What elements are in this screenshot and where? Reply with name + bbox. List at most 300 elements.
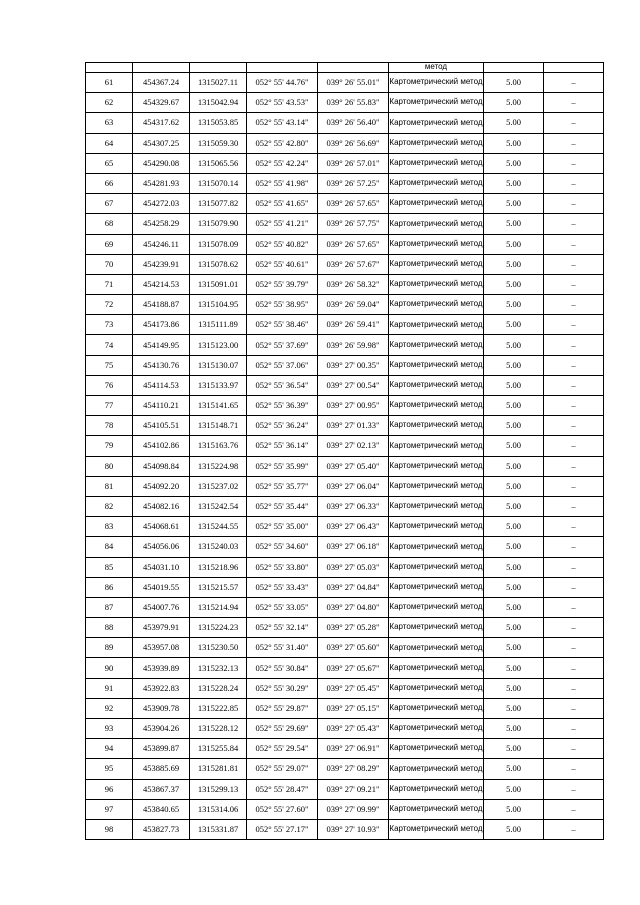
longitude-cell: 039° 27' 08.29" — [318, 759, 389, 779]
method-cell: Картометрический метод — [389, 254, 484, 274]
note-cell: – — [544, 194, 604, 214]
accuracy-cell: 5.00 — [484, 254, 544, 274]
method-cell: Картометрический метод — [389, 496, 484, 516]
table-row — [86, 537, 604, 557]
method-cell: Картометрический метод — [389, 396, 484, 416]
method-cell: Картометрический метод — [389, 597, 484, 617]
longitude-cell: 039° 27' 01.33" — [318, 416, 389, 436]
point-number-cell: 82 — [86, 496, 133, 516]
longitude-cell: 039° 26' 57.75" — [318, 214, 389, 234]
latitude-cell: 052° 55' 40.61" — [247, 254, 318, 274]
table-row — [86, 133, 604, 153]
longitude-cell: 039° 27' 05.15" — [318, 698, 389, 718]
longitude-cell: 039° 27' 05.03" — [318, 557, 389, 577]
y-coordinate-cell: 1315070.14 — [190, 173, 247, 193]
latitude-cell: 052° 55' 29.54" — [247, 739, 318, 759]
latitude-cell: 052° 55' 36.39" — [247, 396, 318, 416]
table-row — [86, 638, 604, 658]
y-coordinate-cell: 1315065.56 — [190, 153, 247, 173]
table-row — [86, 194, 604, 214]
note-cell: – — [544, 315, 604, 335]
header-cell-note — [544, 63, 604, 73]
y-coordinate-cell: 1315232.13 — [190, 658, 247, 678]
y-coordinate-cell: 1315123.00 — [190, 335, 247, 355]
table-row — [86, 779, 604, 799]
y-coordinate-cell: 1315230.50 — [190, 638, 247, 658]
point-number-cell: 71 — [86, 274, 133, 294]
note-cell: – — [544, 375, 604, 395]
point-number-cell: 64 — [86, 133, 133, 153]
longitude-cell: 039° 27' 05.28" — [318, 618, 389, 638]
longitude-cell: 039° 26' 56.40" — [318, 113, 389, 133]
accuracy-cell: 5.00 — [484, 577, 544, 597]
point-number-cell: 92 — [86, 698, 133, 718]
method-cell: Картометрический метод — [389, 759, 484, 779]
longitude-cell: 039° 27' 00.95" — [318, 396, 389, 416]
coordinates-table-page — [85, 62, 603, 840]
table-row — [86, 719, 604, 739]
table-row — [86, 698, 604, 718]
latitude-cell: 052° 55' 42.80" — [247, 133, 318, 153]
method-cell: Картометрический метод — [389, 618, 484, 638]
method-cell: Картометрический метод — [389, 819, 484, 839]
method-cell: Картометрический метод — [389, 375, 484, 395]
note-cell: – — [544, 234, 604, 254]
method-cell: Картометрический метод — [389, 719, 484, 739]
method-cell: Картометрический метод — [389, 133, 484, 153]
note-cell: – — [544, 133, 604, 153]
latitude-cell: 052° 55' 41.21" — [247, 214, 318, 234]
accuracy-cell: 5.00 — [484, 739, 544, 759]
point-number-cell: 87 — [86, 597, 133, 617]
y-coordinate-cell: 1315218.96 — [190, 557, 247, 577]
point-number-cell: 67 — [86, 194, 133, 214]
x-coordinate-cell: 453939.89 — [133, 658, 190, 678]
accuracy-cell: 5.00 — [484, 618, 544, 638]
y-coordinate-cell: 1315222.85 — [190, 698, 247, 718]
method-cell: Картометрический метод — [389, 698, 484, 718]
x-coordinate-cell: 453885.69 — [133, 759, 190, 779]
note-cell: – — [544, 496, 604, 516]
method-cell: Картометрический метод — [389, 456, 484, 476]
x-coordinate-cell: 454281.93 — [133, 173, 190, 193]
table-row — [86, 396, 604, 416]
longitude-cell: 039° 27' 05.67" — [318, 658, 389, 678]
accuracy-cell: 5.00 — [484, 396, 544, 416]
table-row — [86, 759, 604, 779]
table-row — [86, 557, 604, 577]
accuracy-cell: 5.00 — [484, 719, 544, 739]
point-number-cell: 90 — [86, 658, 133, 678]
note-cell: – — [544, 416, 604, 436]
accuracy-cell: 5.00 — [484, 436, 544, 456]
x-coordinate-cell: 454317.62 — [133, 113, 190, 133]
longitude-cell: 039° 27' 04.80" — [318, 597, 389, 617]
table-row — [86, 234, 604, 254]
point-number-cell: 74 — [86, 335, 133, 355]
x-coordinate-cell: 453922.83 — [133, 678, 190, 698]
note-cell: – — [544, 719, 604, 739]
x-coordinate-cell: 454130.76 — [133, 355, 190, 375]
note-cell: – — [544, 335, 604, 355]
x-coordinate-cell: 454188.87 — [133, 295, 190, 315]
latitude-cell: 052° 55' 38.46" — [247, 315, 318, 335]
accuracy-cell: 5.00 — [484, 295, 544, 315]
latitude-cell: 052° 55' 42.24" — [247, 153, 318, 173]
note-cell: – — [544, 739, 604, 759]
x-coordinate-cell: 454019.55 — [133, 577, 190, 597]
table-row — [86, 315, 604, 335]
x-coordinate-cell: 453899.87 — [133, 739, 190, 759]
longitude-cell: 039° 27' 04.84" — [318, 577, 389, 597]
x-coordinate-cell: 454092.20 — [133, 476, 190, 496]
point-number-cell: 73 — [86, 315, 133, 335]
x-coordinate-cell: 453840.65 — [133, 799, 190, 819]
note-cell: – — [544, 476, 604, 496]
longitude-cell: 039° 27' 00.35" — [318, 355, 389, 375]
x-coordinate-cell: 454307.25 — [133, 133, 190, 153]
table-row — [86, 113, 604, 133]
note-cell: – — [544, 173, 604, 193]
accuracy-cell: 5.00 — [484, 416, 544, 436]
point-number-cell: 69 — [86, 234, 133, 254]
note-cell: – — [544, 577, 604, 597]
accuracy-cell: 5.00 — [484, 799, 544, 819]
note-cell: – — [544, 658, 604, 678]
latitude-cell: 052° 55' 33.43" — [247, 577, 318, 597]
latitude-cell: 052° 55' 41.98" — [247, 173, 318, 193]
y-coordinate-cell: 1315059.30 — [190, 133, 247, 153]
accuracy-cell: 5.00 — [484, 456, 544, 476]
coordinates-table — [85, 62, 604, 840]
accuracy-cell: 5.00 — [484, 779, 544, 799]
x-coordinate-cell: 454007.76 — [133, 597, 190, 617]
table-row — [86, 577, 604, 597]
x-coordinate-cell: 453827.73 — [133, 819, 190, 839]
point-number-cell: 93 — [86, 719, 133, 739]
latitude-cell: 052° 55' 29.69" — [247, 719, 318, 739]
latitude-cell: 052° 55' 31.40" — [247, 638, 318, 658]
longitude-cell: 039° 27' 10.93" — [318, 819, 389, 839]
note-cell: – — [544, 436, 604, 456]
y-coordinate-cell: 1315163.76 — [190, 436, 247, 456]
longitude-cell: 039° 26' 57.65" — [318, 194, 389, 214]
y-coordinate-cell: 1315244.55 — [190, 517, 247, 537]
table-row — [86, 496, 604, 516]
y-coordinate-cell: 1315314.06 — [190, 799, 247, 819]
accuracy-cell: 5.00 — [484, 537, 544, 557]
longitude-cell: 039° 27' 02.13" — [318, 436, 389, 456]
accuracy-cell: 5.00 — [484, 476, 544, 496]
x-coordinate-cell: 454082.16 — [133, 496, 190, 516]
latitude-cell: 052° 55' 33.05" — [247, 597, 318, 617]
longitude-cell: 039° 26' 59.04" — [318, 295, 389, 315]
table-row — [86, 375, 604, 395]
point-number-cell: 97 — [86, 799, 133, 819]
method-cell: Картометрический метод — [389, 638, 484, 658]
note-cell: – — [544, 214, 604, 234]
x-coordinate-cell: 454098.84 — [133, 456, 190, 476]
table-row — [86, 517, 604, 537]
longitude-cell: 039° 27' 06.91" — [318, 739, 389, 759]
x-coordinate-cell: 454068.61 — [133, 517, 190, 537]
accuracy-cell: 5.00 — [484, 557, 544, 577]
y-coordinate-cell: 1315111.89 — [190, 315, 247, 335]
note-cell: – — [544, 93, 604, 113]
note-cell: – — [544, 678, 604, 698]
table-row — [86, 476, 604, 496]
longitude-cell: 039° 26' 58.32" — [318, 274, 389, 294]
y-coordinate-cell: 1315133.97 — [190, 375, 247, 395]
point-number-cell: 72 — [86, 295, 133, 315]
point-number-cell: 78 — [86, 416, 133, 436]
y-coordinate-cell: 1315228.24 — [190, 678, 247, 698]
point-number-cell: 89 — [86, 638, 133, 658]
latitude-cell: 052° 55' 35.00" — [247, 517, 318, 537]
note-cell: – — [544, 759, 604, 779]
header-cell-method: метод — [389, 63, 484, 73]
accuracy-cell: 5.00 — [484, 819, 544, 839]
point-number-cell: 94 — [86, 739, 133, 759]
accuracy-cell: 5.00 — [484, 759, 544, 779]
table-row — [86, 254, 604, 274]
method-cell: Картометрический метод — [389, 476, 484, 496]
note-cell: – — [544, 779, 604, 799]
accuracy-cell: 5.00 — [484, 517, 544, 537]
table-row — [86, 355, 604, 375]
y-coordinate-cell: 1315078.62 — [190, 254, 247, 274]
method-cell: Картометрический метод — [389, 194, 484, 214]
latitude-cell: 052° 55' 39.79" — [247, 274, 318, 294]
method-cell: Картометрический метод — [389, 295, 484, 315]
latitude-cell: 052° 55' 29.87" — [247, 698, 318, 718]
y-coordinate-cell: 1315240.03 — [190, 537, 247, 557]
y-coordinate-cell: 1315255.84 — [190, 739, 247, 759]
accuracy-cell: 5.00 — [484, 234, 544, 254]
point-number-cell: 86 — [86, 577, 133, 597]
accuracy-cell: 5.00 — [484, 214, 544, 234]
x-coordinate-cell: 454258.29 — [133, 214, 190, 234]
latitude-cell: 052° 55' 30.84" — [247, 658, 318, 678]
table-row — [86, 436, 604, 456]
header-cell-accuracy — [484, 63, 544, 73]
latitude-cell: 052° 55' 28.47" — [247, 779, 318, 799]
longitude-cell: 039° 26' 57.65" — [318, 234, 389, 254]
point-number-cell: 96 — [86, 779, 133, 799]
y-coordinate-cell: 1315224.23 — [190, 618, 247, 638]
x-coordinate-cell: 454239.91 — [133, 254, 190, 274]
method-cell: Картометрический метод — [389, 73, 484, 93]
table-row — [86, 416, 604, 436]
table-row — [86, 819, 604, 839]
x-coordinate-cell: 454173.86 — [133, 315, 190, 335]
point-number-cell: 84 — [86, 537, 133, 557]
latitude-cell: 052° 55' 35.99" — [247, 456, 318, 476]
header-cell-point-number — [86, 63, 133, 73]
x-coordinate-cell: 454246.11 — [133, 234, 190, 254]
note-cell: – — [544, 396, 604, 416]
method-cell: Картометрический метод — [389, 315, 484, 335]
longitude-cell: 039° 27' 05.43" — [318, 719, 389, 739]
y-coordinate-cell: 1315299.13 — [190, 779, 247, 799]
method-cell: Картометрический метод — [389, 658, 484, 678]
x-coordinate-cell: 454329.67 — [133, 93, 190, 113]
method-cell: Картометрический метод — [389, 113, 484, 133]
x-coordinate-cell: 454056.06 — [133, 537, 190, 557]
accuracy-cell: 5.00 — [484, 375, 544, 395]
header-cell-y-coordinate — [190, 63, 247, 73]
note-cell: – — [544, 113, 604, 133]
latitude-cell: 052° 55' 30.29" — [247, 678, 318, 698]
table-body — [86, 63, 604, 840]
note-cell: – — [544, 799, 604, 819]
latitude-cell: 052° 55' 29.07" — [247, 759, 318, 779]
longitude-cell: 039° 27' 09.21" — [318, 779, 389, 799]
latitude-cell: 052° 55' 34.60" — [247, 537, 318, 557]
table-row — [86, 658, 604, 678]
y-coordinate-cell: 1315104.95 — [190, 295, 247, 315]
point-number-cell: 77 — [86, 396, 133, 416]
accuracy-cell: 5.00 — [484, 173, 544, 193]
longitude-cell: 039° 27' 09.99" — [318, 799, 389, 819]
method-cell: Картометрический метод — [389, 739, 484, 759]
y-coordinate-cell: 1315042.94 — [190, 93, 247, 113]
note-cell: – — [544, 698, 604, 718]
method-cell: Картометрический метод — [389, 557, 484, 577]
latitude-cell: 052° 55' 27.17" — [247, 819, 318, 839]
method-cell: Картометрический метод — [389, 214, 484, 234]
point-number-cell: 75 — [86, 355, 133, 375]
accuracy-cell: 5.00 — [484, 194, 544, 214]
latitude-cell: 052° 55' 43.14" — [247, 113, 318, 133]
y-coordinate-cell: 1315027.11 — [190, 73, 247, 93]
method-cell: Картометрический метод — [389, 274, 484, 294]
accuracy-cell: 5.00 — [484, 153, 544, 173]
note-cell: – — [544, 557, 604, 577]
point-number-cell: 79 — [86, 436, 133, 456]
table-row — [86, 295, 604, 315]
note-cell: – — [544, 254, 604, 274]
note-cell: – — [544, 517, 604, 537]
accuracy-cell: 5.00 — [484, 678, 544, 698]
accuracy-cell: 5.00 — [484, 73, 544, 93]
y-coordinate-cell: 1315141.65 — [190, 396, 247, 416]
longitude-cell: 039° 26' 55.01" — [318, 73, 389, 93]
method-cell: Картометрический метод — [389, 436, 484, 456]
latitude-cell: 052° 55' 43.53" — [247, 93, 318, 113]
point-number-cell: 65 — [86, 153, 133, 173]
latitude-cell: 052° 55' 27.60" — [247, 799, 318, 819]
table-row — [86, 739, 604, 759]
accuracy-cell: 5.00 — [484, 315, 544, 335]
point-number-cell: 91 — [86, 678, 133, 698]
longitude-cell: 039° 27' 06.43" — [318, 517, 389, 537]
longitude-cell: 039° 27' 06.18" — [318, 537, 389, 557]
note-cell: – — [544, 355, 604, 375]
method-cell: Картометрический метод — [389, 799, 484, 819]
method-cell: Картометрический метод — [389, 416, 484, 436]
latitude-cell: 052° 55' 41.65" — [247, 194, 318, 214]
y-coordinate-cell: 1315215.57 — [190, 577, 247, 597]
longitude-cell: 039° 27' 05.40" — [318, 456, 389, 476]
y-coordinate-cell: 1315053.85 — [190, 113, 247, 133]
y-coordinate-cell: 1315228.12 — [190, 719, 247, 739]
point-number-cell: 62 — [86, 93, 133, 113]
x-coordinate-cell: 454114.53 — [133, 375, 190, 395]
method-cell: Картометрический метод — [389, 577, 484, 597]
method-cell: Картометрический метод — [389, 779, 484, 799]
method-cell: Картометрический метод — [389, 153, 484, 173]
x-coordinate-cell: 453867.37 — [133, 779, 190, 799]
method-cell: Картометрический метод — [389, 234, 484, 254]
point-number-cell: 68 — [86, 214, 133, 234]
latitude-cell: 052° 55' 44.76" — [247, 73, 318, 93]
accuracy-cell: 5.00 — [484, 93, 544, 113]
y-coordinate-cell: 1315091.01 — [190, 274, 247, 294]
table-row — [86, 214, 604, 234]
point-number-cell: 88 — [86, 618, 133, 638]
accuracy-cell: 5.00 — [484, 638, 544, 658]
longitude-cell: 039° 27' 05.60" — [318, 638, 389, 658]
longitude-cell: 039° 26' 56.69" — [318, 133, 389, 153]
method-cell: Картометрический метод — [389, 517, 484, 537]
point-number-cell: 61 — [86, 73, 133, 93]
note-cell: – — [544, 819, 604, 839]
point-number-cell: 95 — [86, 759, 133, 779]
x-coordinate-cell: 454367.24 — [133, 73, 190, 93]
y-coordinate-cell: 1315148.71 — [190, 416, 247, 436]
accuracy-cell: 5.00 — [484, 274, 544, 294]
x-coordinate-cell: 454105.51 — [133, 416, 190, 436]
method-cell: Картометрический метод — [389, 537, 484, 557]
x-coordinate-cell: 454149.95 — [133, 335, 190, 355]
longitude-cell: 039° 27' 05.45" — [318, 678, 389, 698]
x-coordinate-cell: 454031.10 — [133, 557, 190, 577]
y-coordinate-cell: 1315281.81 — [190, 759, 247, 779]
accuracy-cell: 5.00 — [484, 496, 544, 516]
y-coordinate-cell: 1315077.82 — [190, 194, 247, 214]
accuracy-cell: 5.00 — [484, 113, 544, 133]
method-cell: Картометрический метод — [389, 173, 484, 193]
point-number-cell: 63 — [86, 113, 133, 133]
accuracy-cell: 5.00 — [484, 658, 544, 678]
table-row — [86, 597, 604, 617]
header-cell-x-coordinate — [133, 63, 190, 73]
note-cell: – — [544, 73, 604, 93]
note-cell: – — [544, 295, 604, 315]
y-coordinate-cell: 1315130.07 — [190, 355, 247, 375]
point-number-cell: 76 — [86, 375, 133, 395]
longitude-cell: 039° 26' 57.25" — [318, 173, 389, 193]
header-cell-longitude — [318, 63, 389, 73]
point-number-cell: 83 — [86, 517, 133, 537]
longitude-cell: 039° 27' 06.04" — [318, 476, 389, 496]
x-coordinate-cell: 453909.78 — [133, 698, 190, 718]
latitude-cell: 052° 55' 32.14" — [247, 618, 318, 638]
x-coordinate-cell: 453904.26 — [133, 719, 190, 739]
latitude-cell: 052° 55' 33.80" — [247, 557, 318, 577]
y-coordinate-cell: 1315331.87 — [190, 819, 247, 839]
latitude-cell: 052° 55' 40.82" — [247, 234, 318, 254]
table-row — [86, 274, 604, 294]
note-cell: – — [544, 153, 604, 173]
latitude-cell: 052° 55' 37.69" — [247, 335, 318, 355]
table-row — [86, 335, 604, 355]
longitude-cell: 039° 26' 55.83" — [318, 93, 389, 113]
x-coordinate-cell: 453957.08 — [133, 638, 190, 658]
note-cell: – — [544, 537, 604, 557]
x-coordinate-cell: 454214.53 — [133, 274, 190, 294]
